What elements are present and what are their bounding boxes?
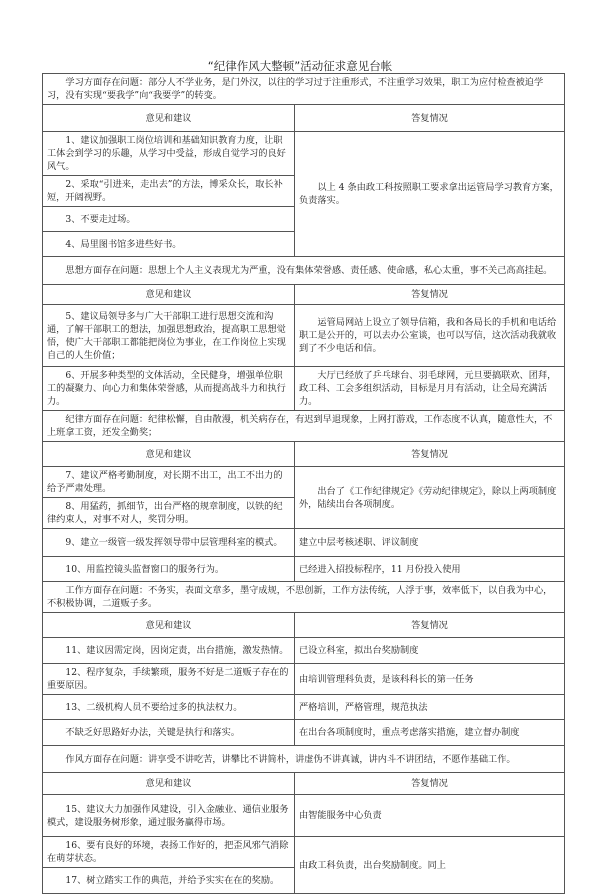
header-reply: 答复情况 (295, 105, 565, 132)
header-reply: 答复情况 (295, 613, 565, 638)
opinion-item: 4、局里图书馆多进些好书。 (43, 232, 295, 257)
opinion-item: 15、建议大力加强作风建设，引入金融业、通信业服务模式，建设服务树形象，通过服务赢得市场。 (43, 795, 295, 837)
opinion-ledger-table (42, 73, 565, 894)
section-problem-thought: 思想方面存在问题：思想上个人主义表现尤为严重，没有集体荣誉感、责任感、使命感，私心太重，事不关己高高挂起。 (43, 257, 565, 285)
opinion-item: 7、建议严格考勤制度，对长期不出工，出工不出力的给予严肃处理。 (43, 467, 295, 498)
header-opinion: 意见和建议 (43, 773, 295, 795)
reply-item: 由培训管理科负责，是该科科长的第一任务 (295, 664, 565, 695)
opinion-item: 不缺乏好思路好办法，关键是执行和落实。 (43, 720, 295, 746)
reply-item: 在出台各项制度时，重点考虑落实措施，建立督办制度 (295, 720, 565, 746)
reply-item: 由智能服务中心负责 (295, 795, 565, 837)
header-opinion: 意见和建议 (43, 285, 295, 305)
reply-item: 由政工科负责，出台奖励制度。同上 (295, 837, 565, 894)
header-opinion: 意见和建议 (43, 105, 295, 132)
opinion-item: 17、树立踏实工作的典范，并给予实实在在的奖励。 (43, 868, 295, 894)
header-reply: 答复情况 (295, 442, 565, 467)
opinion-item: 2、采取“引进来，走出去”的方法，博采众长，取长补短，开阔视野。 (43, 176, 295, 207)
section-problem-work: 工作方面存在问题：不务实，表面文章多，墨守成规，不思创新，工作方法传统，人浮于事，效率低下，以自我为中心，不积极协调，二道贩子多。 (43, 582, 565, 613)
reply-item: 大厅已经放了乒乓球台、羽毛球网，元旦要搞联欢、团拜，政工科、工会多组织活动，目标是月月有活动，让全局充满活力。 (295, 367, 565, 411)
reply-item: 建立中层考核述职、评议制度 (295, 529, 565, 557)
section-problem-discipline: 纪律方面存在问题：纪律松懈，自由散漫，机关病存在，有迟到早退现象，上网打游戏，工作态度不认真，随意性大，不上班拿工资，还发全勤奖； (43, 411, 565, 442)
opinion-item: 1、建议加强职工岗位培训和基础知识教育力度，让职工体会到学习的乐趣，从学习中受益，形成自觉学习的良好风气。 (43, 132, 295, 176)
header-opinion: 意见和建议 (43, 442, 295, 467)
opinion-item: 3、不要走过场。 (43, 207, 295, 232)
section-problem-study: 学习方面存在问题：部分人不学业务，是门外汉，以往的学习过于注重形式，不注重学习效果，职工为应付检查被迫学习，没有实现“要我学”向“我要学”的转变。 (43, 74, 565, 105)
opinion-item: 6、开展多种类型的文体活动，全民健身，增强单位职工的凝聚力、向心力和集体荣誉感，从而提高战斗力和执行力。 (43, 367, 295, 411)
section-problem-style: 作风方面存在问题：讲享受不讲吃苦，讲攀比不讲简朴，讲虚伪不讲真诚，讲内斗不讲团结，不愿作基础工作。 (43, 746, 565, 773)
opinion-item: 12、程序复杂，手续繁琐，服务不好是二道贩子存在的重要原因。 (43, 664, 295, 695)
opinion-item: 16、要有良好的环境，表扬工作好的，把歪风邪气消除在萌芽状态。 (43, 837, 295, 868)
header-opinion: 意见和建议 (43, 613, 295, 638)
page-title: “纪律作风大整顿”活动征求意见台帐 (207, 59, 393, 73)
header-reply: 答复情况 (295, 285, 565, 305)
reply-item: 严格培训，严格管理，规范执法 (295, 695, 565, 720)
opinion-item: 10、用监控镜头监督窗口的服务行为。 (43, 557, 295, 582)
opinion-item: 5、建议局领导多与广大干部职工进行思想交流和沟通，了解干部职工的想法，加强思想政治，提高职工思想觉悟，使广大干部职工都能把岗位为事业，在工作岗位上实现自己的人生价值； (43, 305, 295, 367)
reply-item: 出台了《工作纪律规定》《劳动纪律规定》，除以上两项制度外，陆续出台各项制度。 (295, 467, 565, 529)
reply-item: 以上 4 条由政工科按照职工要求拿出运管局学习教育方案，负责落实。 (295, 132, 565, 257)
reply-item: 已设立科室，拟出台奖励制度 (295, 638, 565, 664)
opinion-item: 8、用猛药，抓细节，出台严格的规章制度，以铁的纪律约束人，对事不对人，奖罚分明。 (43, 498, 295, 529)
opinion-item: 11、建议因需定岗，因岗定责，出台措施，激发热情。 (43, 638, 295, 664)
opinion-item: 13、二级机构人员不要给过多的执法权力。 (43, 695, 295, 720)
reply-item: 已经进入招投标程序，11 月份投入使用 (295, 557, 565, 582)
opinion-item: 9、建立一级管一级发挥领导带中层管理科室的模式。 (43, 529, 295, 557)
header-reply: 答复情况 (295, 773, 565, 795)
reply-item: 运管局网站上设立了领导信箱，我和各局长的手机和电话给职工是公开的，可以去办公室谈，也可以写信，这次活动我就收到了不少电话和信。 (295, 305, 565, 367)
